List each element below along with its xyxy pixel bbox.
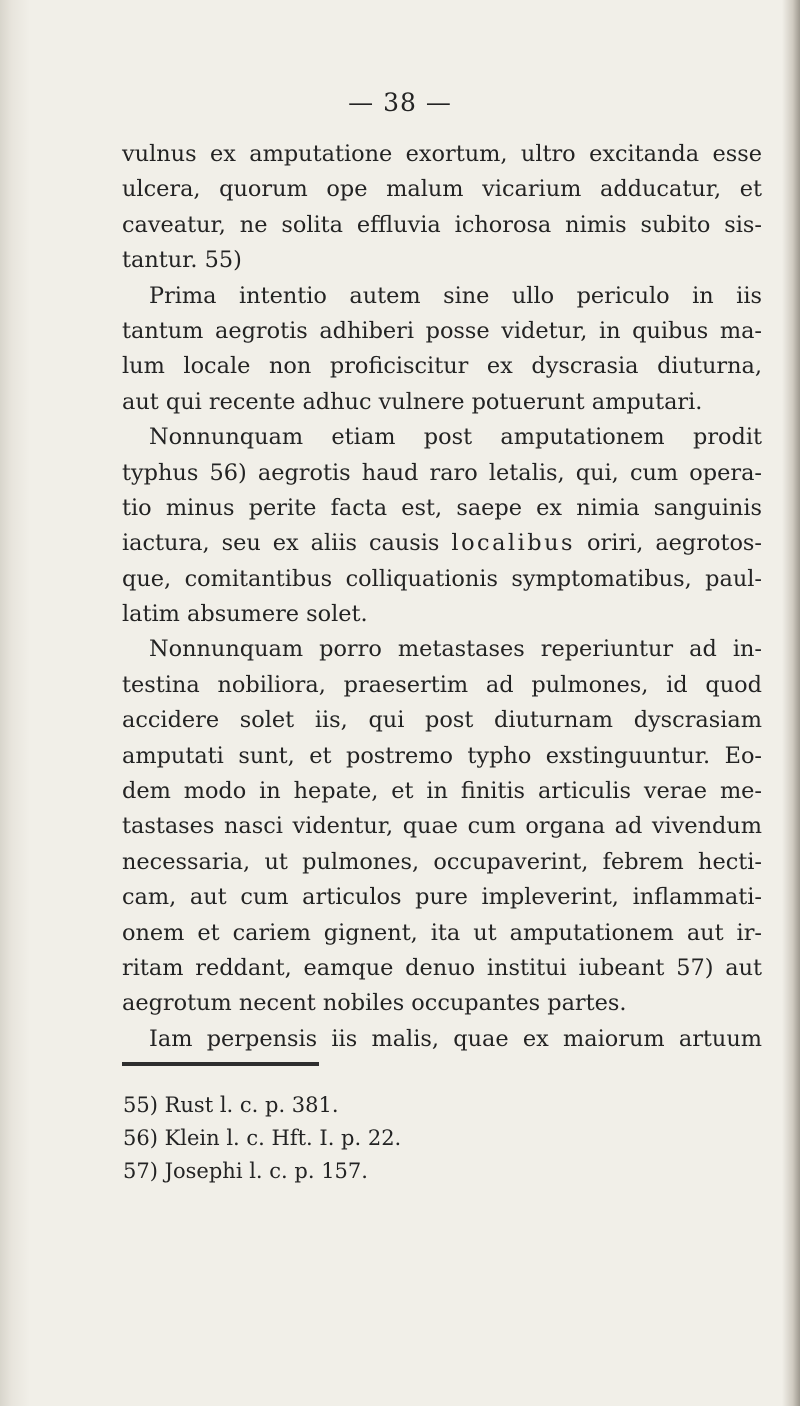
scan-binding-edge — [0, 0, 30, 1406]
text-line: necessaria, ut pulmones, occupaverint, febrem hecti- — [122, 848, 762, 875]
scan-page-edge — [782, 0, 800, 1406]
text-line: ulcera, quorum ope malum vicarium adducatur, et — [122, 176, 762, 203]
text-line: cam, aut cum articulos pure impleverint, inflammati- — [122, 884, 762, 911]
text-line: aut qui recente adhuc vulnere potuerunt amputari. — [122, 388, 703, 415]
footnote: 55) Rust l. c. p. 381. — [123, 1093, 339, 1117]
text-line: Iam perpensis iis malis, quae ex maiorum artuum — [149, 1025, 762, 1052]
emphasized-word: localibus — [451, 530, 576, 557]
text-segment: oriri, aegrotos- — [587, 530, 762, 557]
text-line: que, comitantibus colliquationis symptomatibus, paul- — [122, 565, 762, 592]
text-line: caveatur, ne solita effluvia ichorosa nimis subito sis- — [122, 211, 762, 238]
text-line: onem et cariem gignent, ita ut amputationem aut ir- — [122, 919, 762, 946]
text-line: accidere solet iis, qui post diuturnam dyscrasiam — [122, 707, 762, 734]
text-line: aegrotum necent nobiles occupantes partes. — [122, 990, 627, 1017]
text-line-spaced — [122, 526, 762, 561]
text-line: vulnus ex amputatione exortum, ultro excitanda esse — [122, 141, 762, 167]
text-line: lum locale non proficiscitur ex dyscrasia diuturna, — [122, 353, 762, 380]
text-line: testina nobiliora, praesertim ad pulmones, id quod — [122, 671, 762, 698]
text-line: ritam reddant, eamque denuo institui iubeant 57) aut — [122, 954, 762, 981]
page-number: — 38 — — [348, 88, 452, 117]
text-segment: iactura, seu ex aliis causis — [122, 530, 440, 557]
footnotes — [123, 1089, 401, 1188]
footnote-rule — [122, 1062, 319, 1066]
text-line: Nonnunquam etiam post amputationem prodit — [149, 424, 762, 451]
text-line: amputati sunt, et postremo typho exstinguuntur. Eo- — [122, 742, 762, 769]
text-line: tantum aegrotis adhiberi posse videtur, in quibus ma- — [122, 317, 762, 344]
text-line: tastases nasci videntur, quae cum organa ad vivendum — [122, 813, 762, 840]
text-line: latim absumere solet. — [122, 601, 368, 628]
text-line: dem modo in hepate, et in finitis articulis verae me- — [122, 778, 762, 805]
text-line: Nonnunquam porro metastases reperiuntur ad in- — [149, 636, 762, 663]
footnote: 56) Klein l. c. Hft. I. p. 22. — [123, 1126, 402, 1150]
text-line: Prima intentio autem sine ullo periculo in iis — [149, 282, 762, 309]
footnote: 57) Josephi l. c. p. 157. — [123, 1159, 368, 1183]
text-line: tantur. 55) — [122, 247, 242, 274]
text-line: tio minus perite facta est, saepe ex nimia sanguinis — [122, 494, 762, 521]
text-line: typhus 56) aegrotis haud raro letalis, qui, cum opera- — [122, 459, 762, 486]
main-text — [122, 137, 762, 1057]
